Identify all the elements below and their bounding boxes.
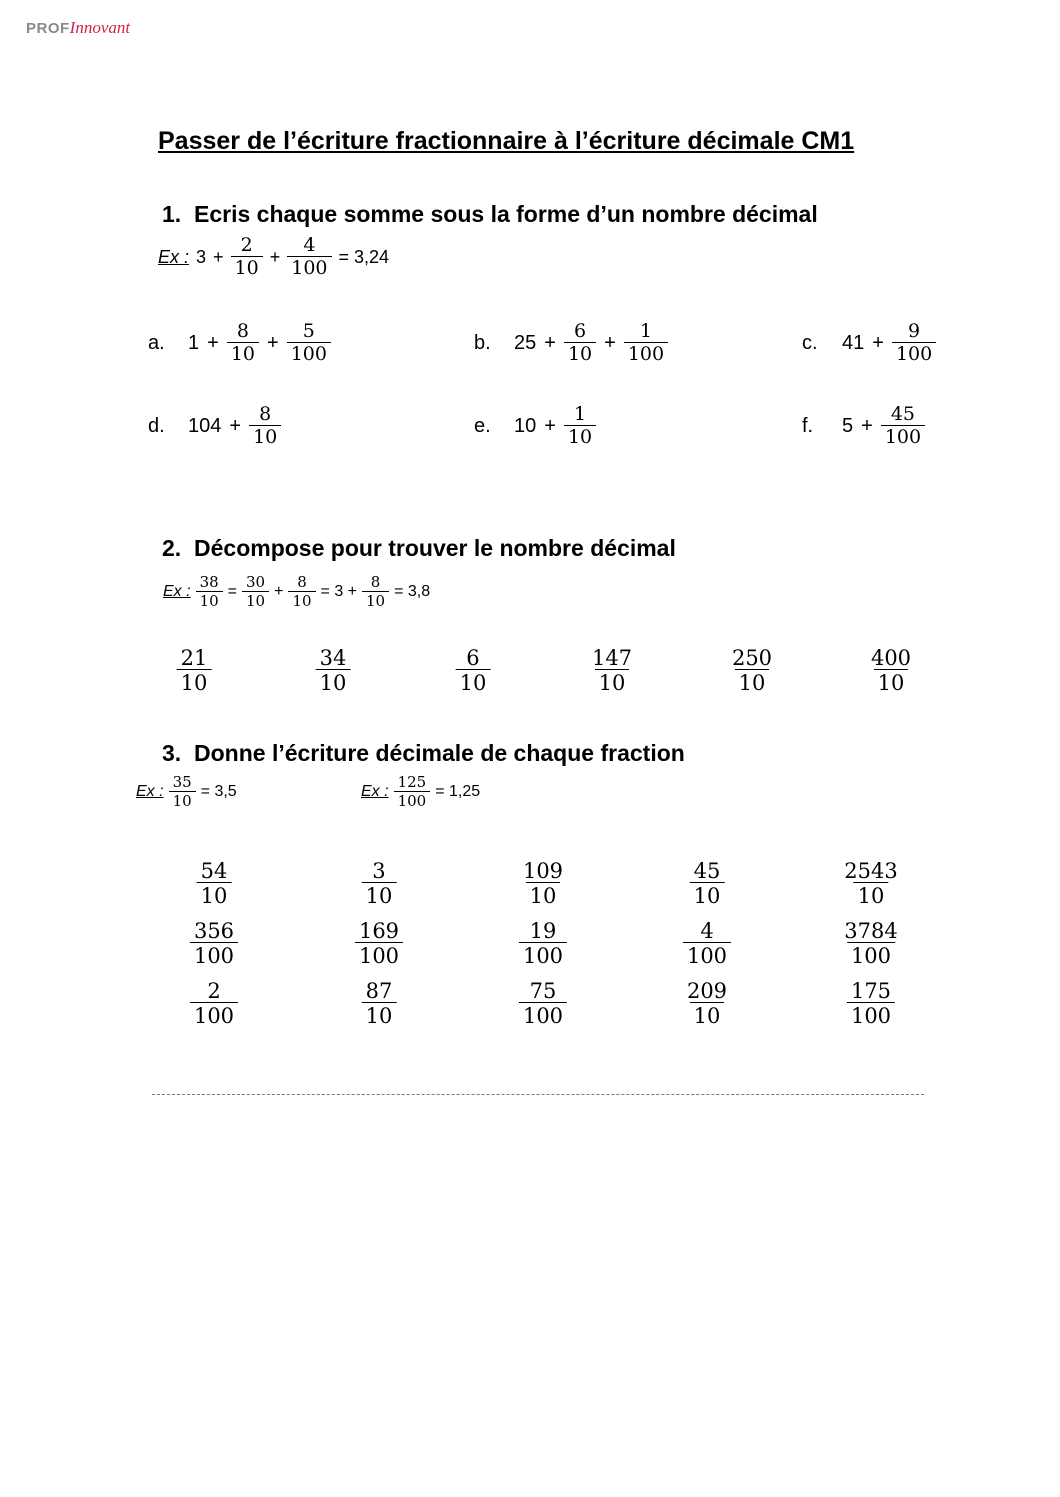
- example-label: Ex :: [361, 783, 389, 801]
- plus-sign: +: [604, 331, 616, 354]
- denominator: 10: [288, 591, 315, 610]
- fraction: [196, 575, 223, 610]
- numerator: 4: [700, 919, 714, 943]
- logo: [26, 18, 130, 38]
- numerator: 2: [240, 234, 253, 256]
- denominator: 10: [227, 342, 259, 365]
- plus-sign: +: [267, 331, 279, 354]
- numerator: 169: [358, 919, 400, 943]
- section-2-heading: [162, 535, 676, 562]
- fraction: [362, 575, 389, 610]
- section-3-heading: [162, 740, 685, 767]
- denominator: 10: [196, 591, 223, 610]
- numerator: 3784: [844, 919, 898, 943]
- fraction-exercise: [840, 860, 901, 907]
- denominator: 100: [683, 942, 731, 967]
- fraction-exercise: [519, 920, 567, 967]
- section-3-example-2: [361, 775, 480, 810]
- denominator: 10: [249, 425, 281, 448]
- numerator: 19: [529, 919, 557, 943]
- section-1-heading: [162, 201, 818, 228]
- denominator: 100: [287, 342, 331, 365]
- numerator: 38: [199, 573, 219, 591]
- fraction: [190, 920, 238, 967]
- denominator: 10: [874, 669, 909, 694]
- whole-number: 25: [514, 331, 537, 354]
- exercise-label: d.: [148, 414, 165, 437]
- exercise-label: a.: [148, 331, 165, 354]
- exercise-label: c.: [802, 331, 818, 354]
- fraction: [287, 236, 331, 279]
- sum-exercise: [148, 322, 331, 365]
- fraction: [242, 575, 269, 610]
- fraction: [728, 647, 776, 694]
- numerator: 4: [303, 234, 316, 256]
- denominator: 100: [287, 256, 331, 279]
- plus-sign: +: [207, 331, 219, 354]
- numerator: 8: [259, 403, 272, 425]
- sum-exercise: [474, 405, 596, 448]
- section-2-number: 2.: [162, 535, 182, 561]
- fraction: [362, 980, 397, 1027]
- fraction-exercise: [519, 860, 567, 907]
- fraction: [231, 236, 263, 279]
- numerator: 75: [529, 979, 557, 1003]
- fraction-exercise: [588, 647, 636, 694]
- fraction: [624, 322, 668, 365]
- fraction-exercise: [316, 647, 351, 694]
- denominator: 100: [355, 942, 403, 967]
- numerator: 8: [297, 573, 307, 591]
- numerator: 250: [731, 646, 773, 670]
- numerator: 87: [365, 979, 393, 1003]
- fraction: [355, 920, 403, 967]
- numerator: 8: [370, 573, 381, 591]
- denominator: 10: [197, 882, 232, 907]
- example-mid: = 3 +: [320, 583, 358, 601]
- section-3-heading-text: Donne l’écriture décimale de chaque fraction: [194, 740, 685, 766]
- denominator: 10: [564, 342, 596, 365]
- denominator: 100: [394, 791, 431, 810]
- denominator: 10: [595, 669, 630, 694]
- sum-exercise: [148, 405, 281, 448]
- fraction: [588, 647, 636, 694]
- numerator: 209: [686, 979, 728, 1003]
- section-1-number: 1.: [162, 201, 182, 227]
- fraction: [394, 775, 431, 810]
- denominator: 100: [190, 1002, 238, 1027]
- numerator: 30: [246, 573, 266, 591]
- logo-innovant: Innovant: [69, 18, 131, 37]
- exercise-label: e.: [474, 414, 491, 437]
- fraction: [564, 322, 596, 365]
- fraction: [519, 980, 567, 1027]
- denominator: 10: [854, 882, 889, 907]
- plus-sign: +: [872, 331, 884, 354]
- fraction: [881, 405, 925, 448]
- fraction: [197, 860, 232, 907]
- section-1-example: Ex : 3 + $\frac{2}{10}$ + $\frac{4}{100}$ = 3,24: [158, 234, 390, 279]
- denominator: 10: [316, 669, 351, 694]
- example-label: Ex :: [163, 583, 191, 601]
- numerator: 2543: [844, 859, 898, 883]
- fraction-exercise: [683, 980, 731, 1027]
- fraction: [177, 647, 212, 694]
- denominator: 100: [847, 1002, 895, 1027]
- fraction-exercise: [355, 920, 403, 967]
- example-label: Ex :: [136, 783, 164, 801]
- fraction: [690, 860, 725, 907]
- denominator: 100: [892, 342, 936, 365]
- numerator: 54: [200, 859, 228, 883]
- denominator: 10: [362, 1002, 397, 1027]
- logo-prof: PROF: [26, 20, 70, 37]
- denominator: 10: [735, 669, 770, 694]
- numerator: 34: [319, 646, 347, 670]
- denominator: 10: [242, 591, 269, 610]
- numerator: 109: [522, 859, 564, 883]
- section-3-number: 3.: [162, 740, 182, 766]
- denominator: 10: [690, 882, 725, 907]
- fraction: [683, 920, 731, 967]
- example-label: Ex :: [158, 246, 190, 267]
- sum-exercise: [802, 405, 925, 448]
- denominator: 10: [169, 791, 196, 810]
- plus-sign: +: [229, 414, 242, 437]
- numerator: 2: [207, 979, 221, 1003]
- section-3-example-1: [136, 775, 237, 810]
- numerator: 5: [302, 320, 315, 342]
- numerator: 400: [870, 646, 912, 670]
- fraction-exercise: [683, 920, 731, 967]
- numerator: 6: [466, 646, 480, 670]
- fraction: [892, 322, 936, 365]
- whole-number: 41: [842, 331, 865, 354]
- example-result: = 3,5: [200, 783, 237, 801]
- denominator: 100: [847, 942, 895, 967]
- denominator: 100: [881, 425, 925, 448]
- fraction: [564, 405, 596, 448]
- numerator: 21: [180, 646, 208, 670]
- fraction-exercise: [840, 920, 901, 967]
- whole-number: 1: [188, 331, 200, 354]
- fraction-exercise: [362, 980, 397, 1027]
- numerator: 175: [850, 979, 892, 1003]
- numerator: 356: [193, 919, 235, 943]
- fraction: [316, 647, 351, 694]
- numerator: 3: [372, 859, 386, 883]
- fraction-exercise: [190, 980, 238, 1027]
- numerator: 1: [639, 320, 652, 342]
- numerator: 9: [908, 320, 921, 342]
- fraction: [169, 775, 196, 810]
- whole-number: 10: [514, 414, 537, 437]
- whole-number: 5: [842, 414, 854, 437]
- section-1-heading-text: Ecris chaque somme sous la forme d’un nombre décimal: [194, 201, 818, 227]
- fraction-exercise: [177, 647, 212, 694]
- fraction: [362, 860, 397, 907]
- plus-sign: +: [861, 414, 873, 437]
- numerator: 1: [573, 403, 587, 425]
- example-whole: 3: [196, 246, 207, 267]
- fraction: [190, 980, 238, 1027]
- fraction-exercise: [690, 860, 725, 907]
- dashed-separator: [152, 1094, 924, 1095]
- denominator: 10: [231, 256, 263, 279]
- fraction-exercise: [847, 980, 895, 1027]
- denominator: 100: [190, 942, 238, 967]
- page-title: Passer de l’écriture fractionnaire à l’écriture décimale CM1: [158, 127, 855, 155]
- numerator: 35: [172, 773, 192, 791]
- fraction: [840, 860, 901, 907]
- denominator: 10: [362, 882, 397, 907]
- fraction-exercise: [362, 860, 397, 907]
- denominator: 100: [519, 1002, 567, 1027]
- example-result: = 1,25: [435, 783, 481, 801]
- exercise-label: f.: [802, 414, 814, 437]
- sum-exercise: [474, 322, 668, 365]
- numerator: 147: [591, 646, 633, 670]
- sum-exercise: [802, 322, 936, 365]
- fraction: [840, 920, 901, 967]
- fraction: [847, 980, 895, 1027]
- fraction: [519, 860, 567, 907]
- whole-number: 104: [188, 414, 222, 437]
- denominator: 100: [519, 942, 567, 967]
- numerator: 6: [573, 320, 587, 342]
- fraction: [227, 322, 259, 365]
- plus-sign: +: [544, 331, 556, 354]
- denominator: 10: [526, 882, 561, 907]
- numerator: 45: [890, 403, 916, 425]
- fraction: [683, 980, 731, 1027]
- numerator: 8: [236, 320, 249, 342]
- fraction-exercise: [519, 980, 567, 1027]
- plus-sign: +: [544, 414, 556, 437]
- fraction: [249, 405, 281, 448]
- denominator: 10: [362, 591, 389, 610]
- denominator: 10: [456, 669, 491, 694]
- fraction-exercise: [456, 647, 491, 694]
- numerator: 45: [693, 859, 721, 883]
- denominator: 100: [624, 342, 668, 365]
- denominator: 10: [177, 669, 212, 694]
- fraction-exercise: [190, 920, 238, 967]
- numerator: 125: [397, 773, 427, 791]
- section-2-example: Ex : $\frac{38}{10}$ = $\frac{30}{10}$ + $\frac{8}{10}$ = 3 + $\frac{8}{10}$ = 3,8: [163, 573, 431, 610]
- fraction: [287, 322, 331, 365]
- section-2-heading-text: Décompose pour trouver le nombre décimal: [194, 535, 676, 561]
- fraction-exercise: [728, 647, 776, 694]
- example-result: = 3,8: [394, 583, 431, 601]
- fraction: [288, 575, 315, 610]
- denominator: 10: [690, 1002, 725, 1027]
- example-result: = 3,24: [338, 246, 390, 267]
- fraction: [519, 920, 567, 967]
- exercise-label: b.: [474, 331, 491, 354]
- denominator: 10: [564, 425, 596, 448]
- fraction-exercise: [197, 860, 232, 907]
- fraction: [867, 647, 915, 694]
- fraction: [456, 647, 491, 694]
- fraction-exercise: [867, 647, 915, 694]
